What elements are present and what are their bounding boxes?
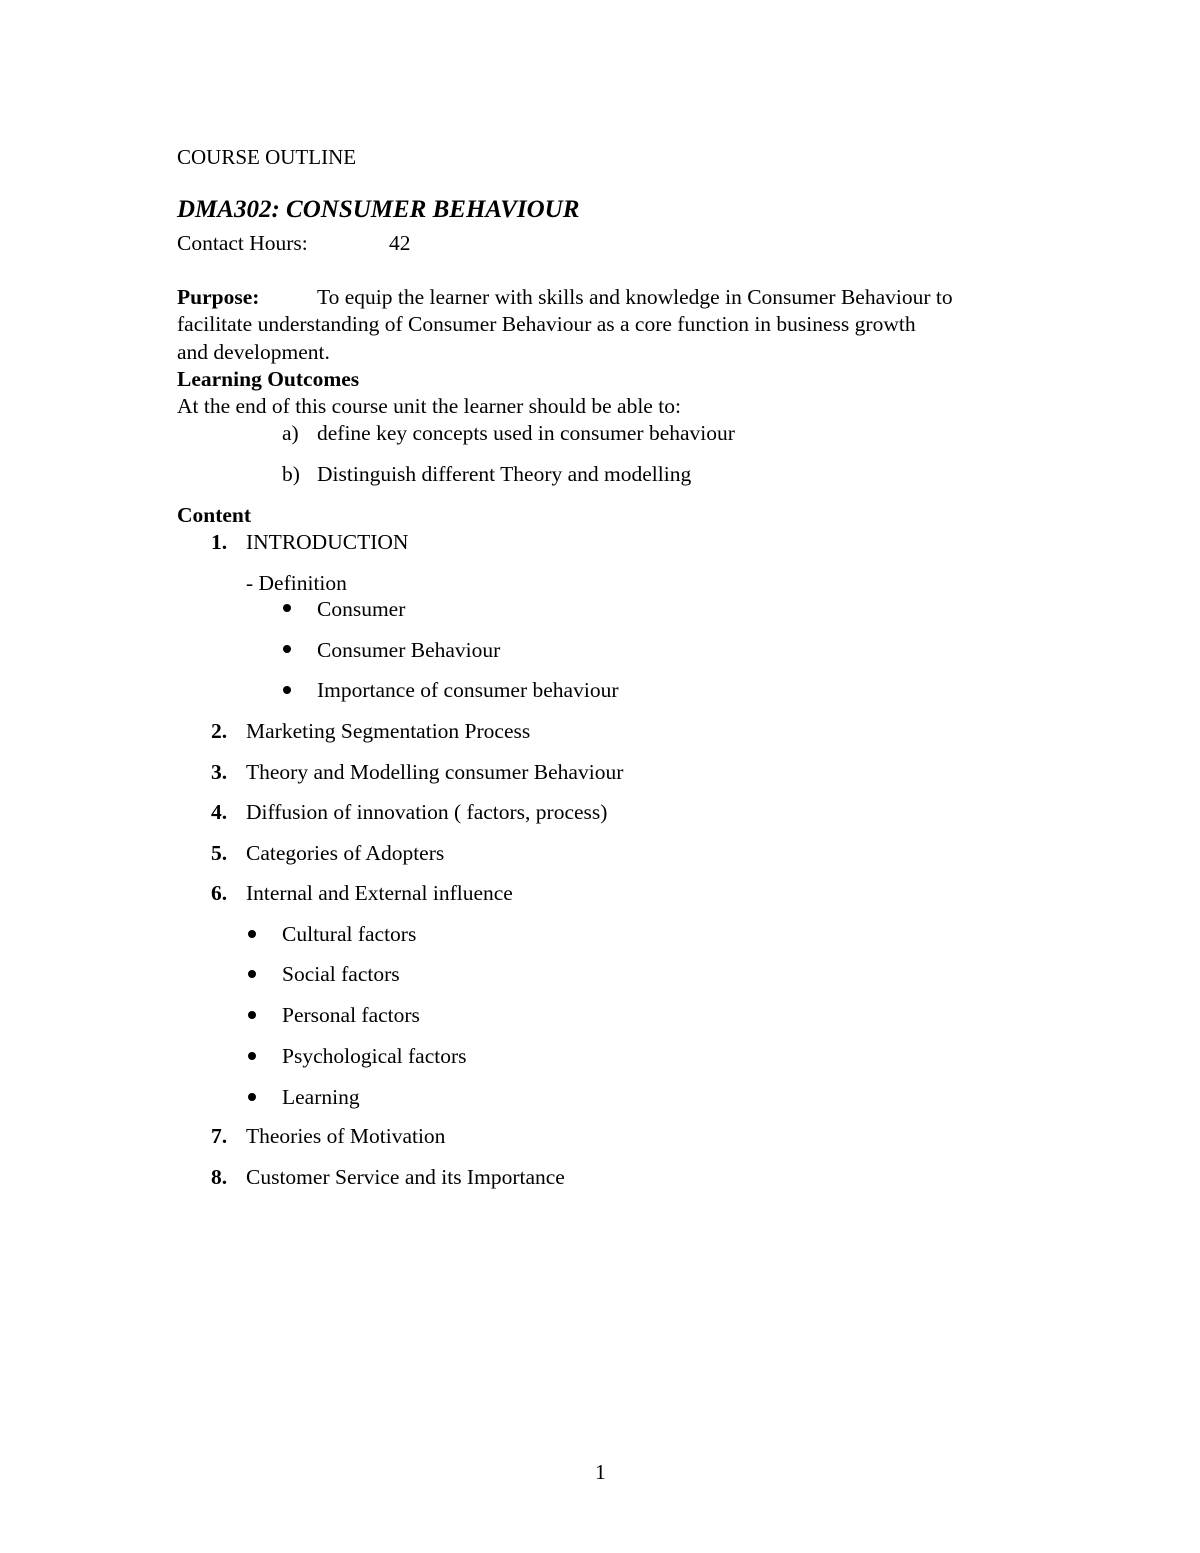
outcome-marker: a) xyxy=(282,421,299,445)
outcome-text: define key concepts used in consumer behaviour xyxy=(317,421,735,445)
content-item-number: 5. xyxy=(211,841,228,865)
outcome-marker: b) xyxy=(282,462,300,486)
content-item-number: 6. xyxy=(211,881,228,905)
influence-bullet-item: Personal factors xyxy=(282,1003,420,1027)
influence-bullet-item: Psychological factors xyxy=(282,1044,467,1068)
intro-bullet-item: Importance of consumer behaviour xyxy=(317,678,619,702)
influence-bullet-item: Social factors xyxy=(282,962,400,986)
content-item-number: 2. xyxy=(211,719,228,743)
purpose-line-3: and development. xyxy=(177,340,330,364)
page-number: 1 xyxy=(595,1460,606,1484)
content-item-number: 3. xyxy=(211,760,228,784)
purpose-line-1: To equip the learner with skills and knowledge in Consumer Behaviour to xyxy=(317,285,953,309)
bullet-icon xyxy=(283,645,291,653)
contact-hours-label: Contact Hours: xyxy=(177,231,308,255)
content-item-text: Theory and Modelling consumer Behaviour xyxy=(246,760,624,784)
bullet-icon xyxy=(248,1011,256,1019)
influence-bullet-item: Learning xyxy=(282,1085,360,1109)
learning-outcomes-heading: Learning Outcomes xyxy=(177,367,360,391)
intro-sub-heading: - Definition xyxy=(246,571,347,595)
bullet-icon xyxy=(248,1052,256,1060)
content-item-text: Marketing Segmentation Process xyxy=(246,719,531,743)
bullet-icon xyxy=(283,686,291,694)
bullet-icon xyxy=(283,604,291,612)
outcome-text: Distinguish different Theory and modelling xyxy=(317,462,692,486)
content-item-text: Internal and External influence xyxy=(246,881,513,905)
content-item-number: 4. xyxy=(211,800,228,824)
content-item-text: Theories of Motivation xyxy=(246,1124,446,1148)
content-heading: Content xyxy=(177,503,252,527)
contact-hours-value: 42 xyxy=(389,231,411,255)
intro-bullet-item: Consumer xyxy=(317,597,406,621)
content-item-number: 1. xyxy=(211,530,228,554)
purpose-line-2: facilitate understanding of Consumer Behaviour as a core function in business growth xyxy=(177,312,916,336)
learning-outcomes-intro: At the end of this course unit the learner should be able to: xyxy=(177,394,681,418)
course-title: DMA302: CONSUMER BEHAVIOUR xyxy=(177,196,580,223)
document-heading: COURSE OUTLINE xyxy=(177,145,357,169)
purpose-label: Purpose: xyxy=(177,285,260,309)
influence-bullet-item: Cultural factors xyxy=(282,922,417,946)
bullet-icon xyxy=(248,970,256,978)
intro-bullet-item: Consumer Behaviour xyxy=(317,638,501,662)
bullet-icon xyxy=(248,930,256,938)
content-item-text: Diffusion of innovation ( factors, process) xyxy=(246,800,608,824)
content-item-text: Categories of Adopters xyxy=(246,841,445,865)
content-item-text: Customer Service and its Importance xyxy=(246,1165,565,1189)
content-item-text: INTRODUCTION xyxy=(246,530,409,554)
content-item-number: 8. xyxy=(211,1165,228,1189)
bullet-icon xyxy=(248,1093,256,1101)
content-item-number: 7. xyxy=(211,1124,228,1148)
